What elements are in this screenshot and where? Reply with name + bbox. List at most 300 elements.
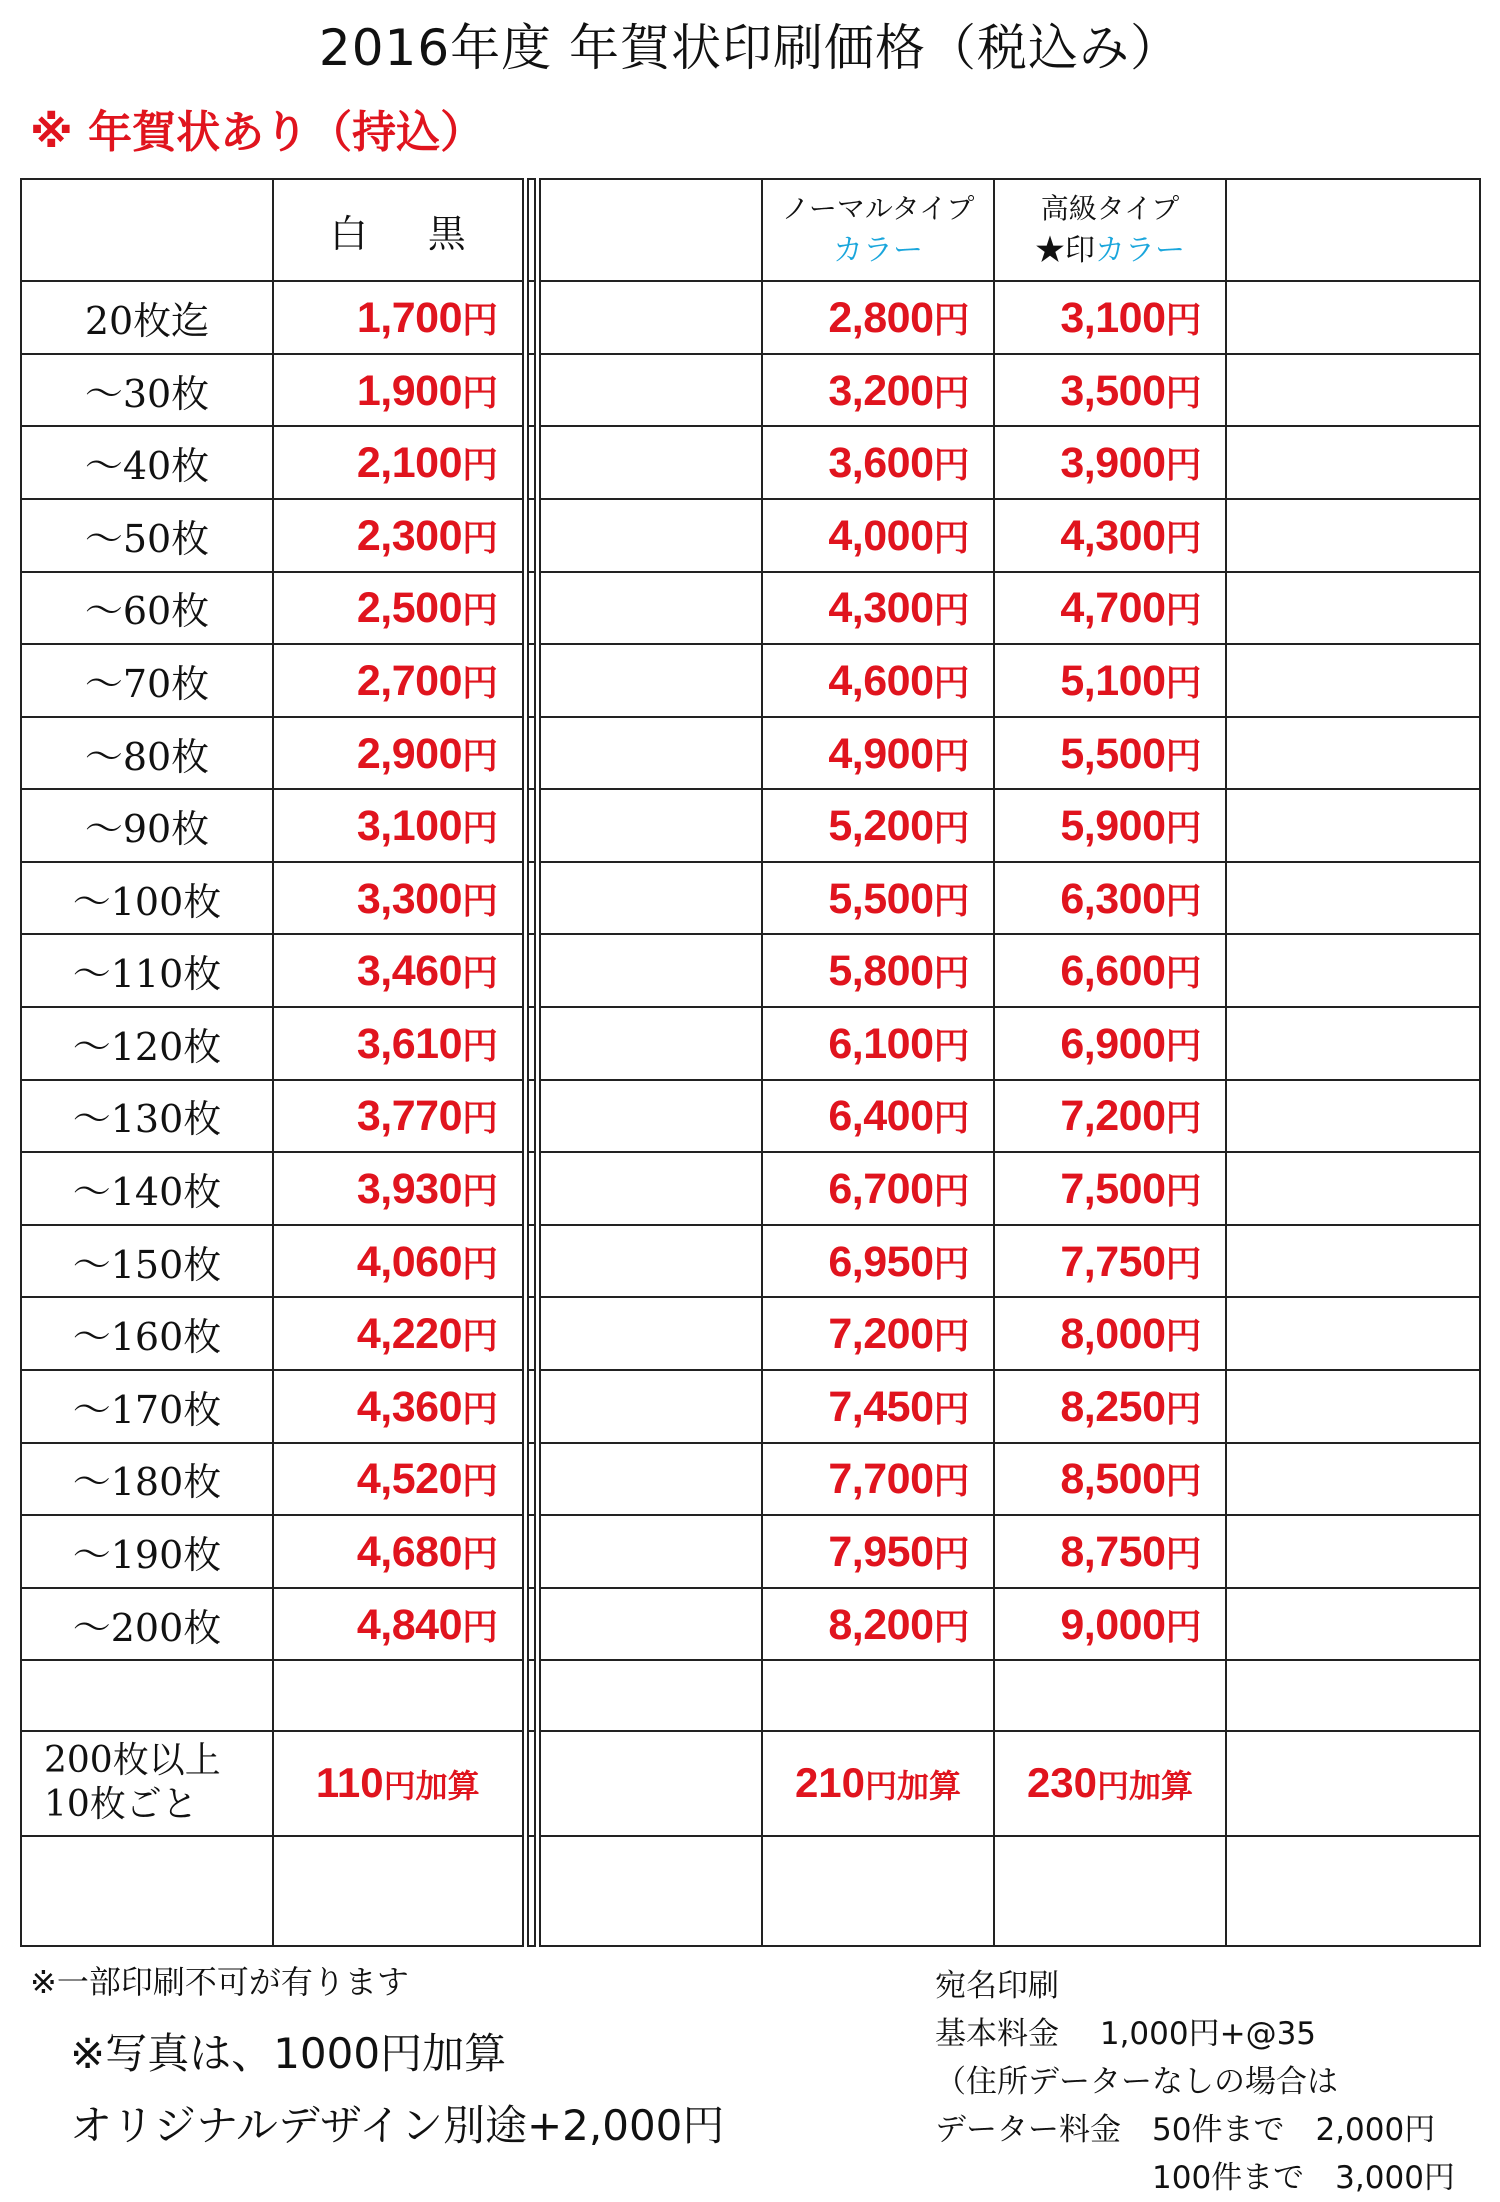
normal-price-cell-unit: 円: [933, 1605, 969, 1647]
table-row: [21, 281, 1480, 354]
bw-price-cell-value: 4,520: [356, 1455, 462, 1504]
quantity-cell: [21, 1370, 273, 1443]
table-row: [21, 1588, 1480, 1661]
premium-price-cell: [994, 1297, 1226, 1370]
quantity-cell-value: ～30枚: [84, 371, 210, 416]
premium-price-cell: [994, 934, 1226, 1007]
blank-cell: [537, 426, 762, 499]
blank-cell: [537, 789, 762, 862]
quantity-cell-value: ～50枚: [84, 516, 210, 561]
spacer-cell: [525, 499, 537, 572]
quantity-cell-value: ～40枚: [84, 444, 210, 489]
bw-price-cell-unit: 円: [461, 1387, 498, 1429]
blank-cell: [525, 1660, 537, 1730]
normal-price-cell-unit: 円: [933, 1315, 969, 1357]
spacer-cell: [525, 572, 537, 645]
premium-price-cell: [994, 789, 1226, 862]
spacer-cell: [525, 1443, 537, 1516]
table-row: [21, 1007, 1480, 1080]
bw-price-cell: [273, 1007, 525, 1080]
table-row: [21, 1152, 1480, 1225]
bw-price-cell: [273, 1152, 525, 1225]
bw-price-cell-unit: 円: [461, 1242, 498, 1284]
normal-price-cell-unit: 円: [933, 661, 969, 703]
blank-cell: [762, 1660, 994, 1730]
normal-price-cell-value: 5,200: [828, 802, 934, 851]
bw-price-cell-unit: 円: [461, 1460, 498, 1502]
blank-cell: [1226, 281, 1480, 354]
normal-price-cell-unit: 円: [933, 1460, 969, 1502]
address-print-data-50: データー料金 50件まで 2,000円: [935, 2112, 1436, 2148]
blank-cell: [537, 1297, 762, 1370]
normal-price-cell: [762, 717, 994, 790]
bw-price-cell: [273, 717, 525, 790]
bw-price-cell-unit: 円: [461, 1097, 498, 1139]
bw-price-cell: [273, 354, 525, 427]
normal-price-cell-unit: 円: [933, 1024, 969, 1066]
normal-price-cell-value: 6,700: [828, 1165, 934, 1214]
bw-price-cell-value: 2,900: [356, 729, 462, 778]
bw-price-cell-value: 2,700: [356, 656, 462, 705]
premium-price-cell-unit: 円: [1165, 444, 1201, 486]
bw-price-cell-value: 3,610: [356, 1019, 462, 1068]
header-blank-3: [1226, 179, 1480, 281]
spacer-cell: [525, 789, 537, 862]
quantity-cell-value: ～100枚: [72, 879, 222, 924]
note-line-3: オリジナルデザイン別途+2,000円: [70, 2101, 725, 2150]
bw-price-cell-unit: 円: [461, 1315, 498, 1357]
premium-price-cell: [994, 717, 1226, 790]
quantity-cell: [21, 1297, 273, 1370]
header-blank-2: [537, 179, 762, 281]
normal-price-cell: [762, 1080, 994, 1153]
section-subtitle: ※ 年賀状あり（持込）: [30, 107, 485, 158]
bw-price-cell-value: 3,930: [356, 1165, 462, 1214]
quantity-cell-value: ～200枚: [72, 1605, 222, 1650]
premium-price-cell-value: 3,900: [1060, 439, 1166, 488]
normal-price-cell-unit: 円: [933, 952, 969, 994]
blank-cell: [1226, 572, 1480, 645]
blank-cell: [537, 1152, 762, 1225]
normal-price-cell-value: 7,450: [828, 1382, 934, 1431]
extra-premium-cell-value: 230: [1026, 1759, 1098, 1807]
table-row: [21, 426, 1480, 499]
bw-price-cell-value: 3,770: [356, 1092, 462, 1141]
blank-cell: [1226, 1370, 1480, 1443]
bw-price-cell-value: 4,680: [356, 1528, 462, 1577]
blank-cell: [537, 644, 762, 717]
normal-price-cell-value: 4,300: [828, 584, 934, 633]
premium-price-cell-value: 6,300: [1060, 874, 1166, 923]
premium-price-cell: [994, 426, 1226, 499]
normal-price-cell-unit: 円: [933, 1533, 969, 1575]
bw-price-cell: [273, 1297, 525, 1370]
bw-price-cell-value: 3,460: [356, 947, 462, 996]
blank-cell: [537, 1731, 762, 1836]
blank-cell: [537, 1225, 762, 1298]
table-header-row: [21, 179, 1480, 281]
blank-cell: [1226, 1443, 1480, 1516]
quantity-cell: [21, 789, 273, 862]
blank-cell: [21, 1836, 273, 1946]
premium-price-cell: [994, 1007, 1226, 1080]
quantity-cell: [21, 934, 273, 1007]
address-print-basic: 基本料金 1,000円+@35: [935, 2016, 1317, 2052]
normal-price-cell-unit: 円: [933, 734, 969, 776]
price-table: [20, 178, 1481, 1947]
premium-price-cell-unit: 円: [1165, 807, 1201, 849]
extra-premium-cell: [994, 1731, 1226, 1836]
blank-cell: [1226, 426, 1480, 499]
extra-bw-cell-unit: 円加算: [383, 1768, 480, 1805]
normal-price-cell-unit: 円: [933, 879, 969, 921]
premium-price-cell: [994, 1443, 1226, 1516]
bw-price-cell: [273, 1080, 525, 1153]
table-row: [21, 354, 1480, 427]
normal-price-cell: [762, 1007, 994, 1080]
premium-price-cell-value: 5,100: [1060, 656, 1166, 705]
address-print-info: [935, 1962, 1495, 2202]
spacer-cell: [525, 1515, 537, 1588]
premium-price-cell-unit: 円: [1165, 1460, 1201, 1502]
normal-price-cell-value: 4,000: [828, 511, 934, 560]
spacer-cell: [525, 1007, 537, 1080]
bw-price-cell: [273, 1588, 525, 1661]
premium-price-cell-value: 3,500: [1060, 366, 1166, 415]
blank-cell: [537, 1836, 762, 1946]
bw-price-cell: [273, 281, 525, 354]
bw-price-cell-value: 3,100: [356, 802, 462, 851]
bw-price-cell: [273, 644, 525, 717]
premium-price-cell-unit: 円: [1165, 661, 1201, 703]
premium-price-cell: [994, 281, 1226, 354]
premium-price-cell-unit: 円: [1165, 879, 1201, 921]
premium-price-cell-unit: 円: [1165, 589, 1201, 631]
bw-price-cell: [273, 1443, 525, 1516]
blank-cell: [537, 1515, 762, 1588]
table-row: [21, 572, 1480, 645]
normal-price-cell: [762, 934, 994, 1007]
normal-price-cell: [762, 354, 994, 427]
blank-cell: [273, 1836, 525, 1946]
quantity-cell: [21, 426, 273, 499]
normal-price-cell: [762, 789, 994, 862]
premium-price-cell-value: 8,000: [1060, 1310, 1166, 1359]
spacer-cell: [525, 717, 537, 790]
blank-cell: [537, 862, 762, 935]
normal-price-cell-value: 4,600: [828, 656, 934, 705]
normal-price-cell-unit: 円: [933, 371, 969, 413]
blank-cell: [994, 1836, 1226, 1946]
normal-price-cell: [762, 862, 994, 935]
premium-price-cell-unit: 円: [1165, 1097, 1201, 1139]
quantity-cell: [21, 717, 273, 790]
table-row: [21, 1080, 1480, 1153]
premium-price-cell: [994, 644, 1226, 717]
header-blank: [21, 179, 273, 281]
extra-normal-cell-unit: 円加算: [865, 1768, 962, 1805]
premium-price-cell-unit: 円: [1165, 1242, 1201, 1284]
premium-price-cell-value: 3,100: [1060, 293, 1166, 342]
normal-price-cell: [762, 1443, 994, 1516]
bw-price-cell: [273, 426, 525, 499]
header-normal-type: ノーマルタイプ: [781, 192, 975, 226]
bw-price-cell-value: 4,060: [356, 1237, 462, 1286]
normal-price-cell-value: 4,900: [828, 729, 934, 778]
normal-price-cell: [762, 1588, 994, 1661]
quantity-cell: [21, 1443, 273, 1516]
normal-price-cell: [762, 499, 994, 572]
normal-price-cell-unit: 円: [933, 1242, 969, 1284]
table-row: [21, 717, 1480, 790]
premium-price-cell-unit: 円: [1165, 298, 1201, 340]
bw-price-cell: [273, 1515, 525, 1588]
bw-price-cell: [273, 1370, 525, 1443]
normal-price-cell: [762, 426, 994, 499]
premium-price-cell: [994, 499, 1226, 572]
bw-price-cell-value: 3,300: [356, 874, 462, 923]
blank-cell: [1226, 862, 1480, 935]
table-row: [21, 1443, 1480, 1516]
blank-cell: [537, 1007, 762, 1080]
bw-price-cell: [273, 862, 525, 935]
spacer-cell: [525, 1297, 537, 1370]
extra-premium-cell-unit: 円加算: [1097, 1768, 1194, 1805]
quantity-cell: [21, 644, 273, 717]
bw-price-cell-unit: 円: [461, 516, 498, 558]
premium-price-cell: [994, 354, 1226, 427]
bw-price-cell-value: 4,840: [356, 1600, 462, 1649]
premium-price-cell-value: 8,500: [1060, 1455, 1166, 1504]
blank-cell: [537, 934, 762, 1007]
premium-price-cell: [994, 1515, 1226, 1588]
extra-bw-cell: [273, 1731, 525, 1836]
blank-cell: [525, 1836, 537, 1946]
bw-price-cell-unit: 円: [461, 1605, 498, 1647]
normal-price-cell-value: 2,800: [828, 293, 934, 342]
header-premium: [994, 179, 1226, 281]
header-premium-color: カラー: [1095, 233, 1185, 269]
blank-cell: [1226, 354, 1480, 427]
quantity-cell: [21, 862, 273, 935]
normal-price-cell-value: 5,500: [828, 874, 934, 923]
note-line-2: ※写真は、1000円加算: [70, 2029, 507, 2078]
blank-cell: [994, 1660, 1226, 1730]
normal-price-cell: [762, 1515, 994, 1588]
premium-price-cell-value: 7,750: [1060, 1237, 1166, 1286]
quantity-cell-value: ～70枚: [84, 661, 210, 706]
blank-cell: [537, 1443, 762, 1516]
empty-row: [21, 1660, 1480, 1730]
bw-price-cell-value: 1,900: [356, 366, 462, 415]
premium-price-cell-value: 4,700: [1060, 584, 1166, 633]
bw-price-cell-unit: 円: [461, 807, 498, 849]
blank-cell: [1226, 1731, 1480, 1836]
blank-cell: [1226, 1836, 1480, 1946]
premium-price-cell: [994, 1080, 1226, 1153]
premium-price-cell-value: 6,600: [1060, 947, 1166, 996]
quantity-cell: [21, 1007, 273, 1080]
extra-label: [21, 1731, 273, 1836]
premium-price-cell-value: 6,900: [1060, 1019, 1166, 1068]
premium-price-cell: [994, 1152, 1226, 1225]
normal-price-cell-unit: 円: [933, 1097, 969, 1139]
table-row: [21, 644, 1480, 717]
normal-price-cell: [762, 1370, 994, 1443]
header-premium-type: 高級タイプ: [1040, 192, 1180, 226]
premium-price-cell-value: 7,500: [1060, 1165, 1166, 1214]
bw-price-cell-value: 2,300: [356, 511, 462, 560]
bw-price-cell: [273, 572, 525, 645]
normal-price-cell-unit: 円: [933, 589, 969, 631]
table-row: [21, 499, 1480, 572]
spacer-cell: [525, 1370, 537, 1443]
premium-price-cell-unit: 円: [1165, 734, 1201, 776]
blank-cell: [537, 354, 762, 427]
empty-row: [21, 1836, 1480, 1946]
table-row: [21, 789, 1480, 862]
address-print-data-100: 100件まで 3,000円: [935, 2160, 1455, 2196]
quantity-cell: [21, 499, 273, 572]
bw-price-cell-unit: 円: [461, 1533, 498, 1575]
bw-price-cell-unit: 円: [461, 879, 498, 921]
quantity-cell-value: ～150枚: [72, 1242, 222, 1287]
blank-cell: [1226, 1297, 1480, 1370]
premium-price-cell-unit: 円: [1165, 1533, 1201, 1575]
bw-price-cell-unit: 円: [461, 371, 498, 413]
extra-normal-cell-value: 210: [794, 1759, 866, 1807]
normal-price-cell-unit: 円: [933, 1387, 969, 1429]
spacer-cell: [525, 1152, 537, 1225]
spacer-cell: [525, 1588, 537, 1661]
blank-cell: [537, 1370, 762, 1443]
blank-cell: [1226, 1588, 1480, 1661]
bw-price-cell-value: 4,220: [356, 1310, 462, 1359]
quantity-cell-value: ～120枚: [72, 1024, 222, 1069]
table-row: [21, 1515, 1480, 1588]
blank-cell: [1226, 1007, 1480, 1080]
notes: [30, 1957, 724, 2153]
table-row: [21, 862, 1480, 935]
normal-price-cell-value: 7,950: [828, 1528, 934, 1577]
normal-price-cell-unit: 円: [933, 444, 969, 486]
quantity-cell-value: ～140枚: [72, 1170, 222, 1215]
extra-label-line1: 200枚以上: [44, 1740, 221, 1782]
blank-cell: [537, 1660, 762, 1730]
spacer-cell: [525, 1731, 537, 1836]
normal-price-cell: [762, 1225, 994, 1298]
quantity-cell-value: ～170枚: [72, 1387, 222, 1432]
blank-cell: [1226, 717, 1480, 790]
premium-price-cell: [994, 572, 1226, 645]
normal-price-cell-value: 3,600: [828, 439, 934, 488]
blank-cell: [537, 499, 762, 572]
extra-bw-cell-value: 110: [315, 1759, 384, 1807]
extra-row: [21, 1731, 1480, 1836]
blank-cell: [537, 572, 762, 645]
quantity-cell-value: ～60枚: [84, 589, 210, 634]
bw-price-cell: [273, 1225, 525, 1298]
premium-price-cell-unit: 円: [1165, 952, 1201, 994]
header-bw: 白 黒: [273, 179, 525, 281]
normal-price-cell-value: 6,950: [828, 1237, 934, 1286]
header-normal-color: カラー: [833, 233, 923, 269]
quantity-cell-value: ～130枚: [72, 1097, 222, 1142]
address-print-no-data: （住所データーなしの場合は: [935, 2064, 1338, 2100]
normal-price-cell: [762, 281, 994, 354]
quantity-cell: [21, 1515, 273, 1588]
spacer-cell: [525, 862, 537, 935]
quantity-cell-value: ～110枚: [72, 952, 222, 997]
blank-cell: [762, 1836, 994, 1946]
premium-price-cell-unit: 円: [1165, 516, 1201, 558]
normal-price-cell-unit: 円: [933, 298, 969, 340]
premium-price-cell: [994, 1370, 1226, 1443]
quantity-cell-value: ～160枚: [72, 1315, 222, 1360]
quantity-cell-value: ～80枚: [84, 734, 210, 779]
bw-price-cell: [273, 789, 525, 862]
quantity-cell-value: ～180枚: [72, 1460, 222, 1505]
normal-price-cell-value: 8,200: [828, 1600, 934, 1649]
bw-price-cell-unit: 円: [461, 298, 498, 340]
blank-cell: [1226, 934, 1480, 1007]
normal-price-cell: [762, 644, 994, 717]
spacer-cell: [525, 354, 537, 427]
quantity-cell: [21, 572, 273, 645]
premium-price-cell-unit: 円: [1165, 1605, 1201, 1647]
blank-cell: [1226, 499, 1480, 572]
blank-cell: [1226, 1152, 1480, 1225]
normal-price-cell-value: 6,100: [828, 1019, 934, 1068]
premium-price-cell-unit: 円: [1165, 371, 1201, 413]
spacer-cell: [525, 934, 537, 1007]
bw-price-cell-unit: 円: [461, 1170, 498, 1212]
premium-price-cell-value: 8,750: [1060, 1528, 1166, 1577]
table-row: [21, 934, 1480, 1007]
bw-price-cell-value: 2,500: [356, 584, 462, 633]
quantity-cell-value: ～90枚: [84, 807, 210, 852]
premium-price-cell-value: 8,250: [1060, 1382, 1166, 1431]
quantity-cell-value: ～190枚: [72, 1533, 222, 1578]
quantity-cell: [21, 354, 273, 427]
bw-price-cell: [273, 499, 525, 572]
premium-price-cell-unit: 円: [1165, 1170, 1201, 1212]
premium-price-cell: [994, 1588, 1226, 1661]
bw-price-cell-value: 4,360: [356, 1382, 462, 1431]
spacer-cell: [525, 1080, 537, 1153]
bw-price-cell-unit: 円: [461, 589, 498, 631]
blank-cell: [1226, 1515, 1480, 1588]
quantity-cell: [21, 1588, 273, 1661]
page-title: 2016年度 年賀状印刷価格（税込み）: [318, 19, 1182, 77]
blank-cell: [537, 1588, 762, 1661]
blank-cell: [537, 1080, 762, 1153]
normal-price-cell: [762, 1152, 994, 1225]
note-line-1: ※一部印刷不可が有ります: [30, 1963, 409, 2001]
bw-price-cell-unit: 円: [461, 444, 498, 486]
blank-cell: [273, 1660, 525, 1730]
spacer-cell: [525, 281, 537, 354]
bw-price-cell: [273, 934, 525, 1007]
bw-price-cell-unit: 円: [461, 952, 498, 994]
extra-label-line2: 10枚ごと: [44, 1784, 198, 1826]
premium-price-cell-value: 5,500: [1060, 729, 1166, 778]
blank-cell: [1226, 1080, 1480, 1153]
premium-price-cell-unit: 円: [1165, 1024, 1201, 1066]
header-premium-star: ★印: [1035, 233, 1095, 269]
normal-price-cell-unit: 円: [933, 1170, 969, 1212]
table-row: [21, 1225, 1480, 1298]
